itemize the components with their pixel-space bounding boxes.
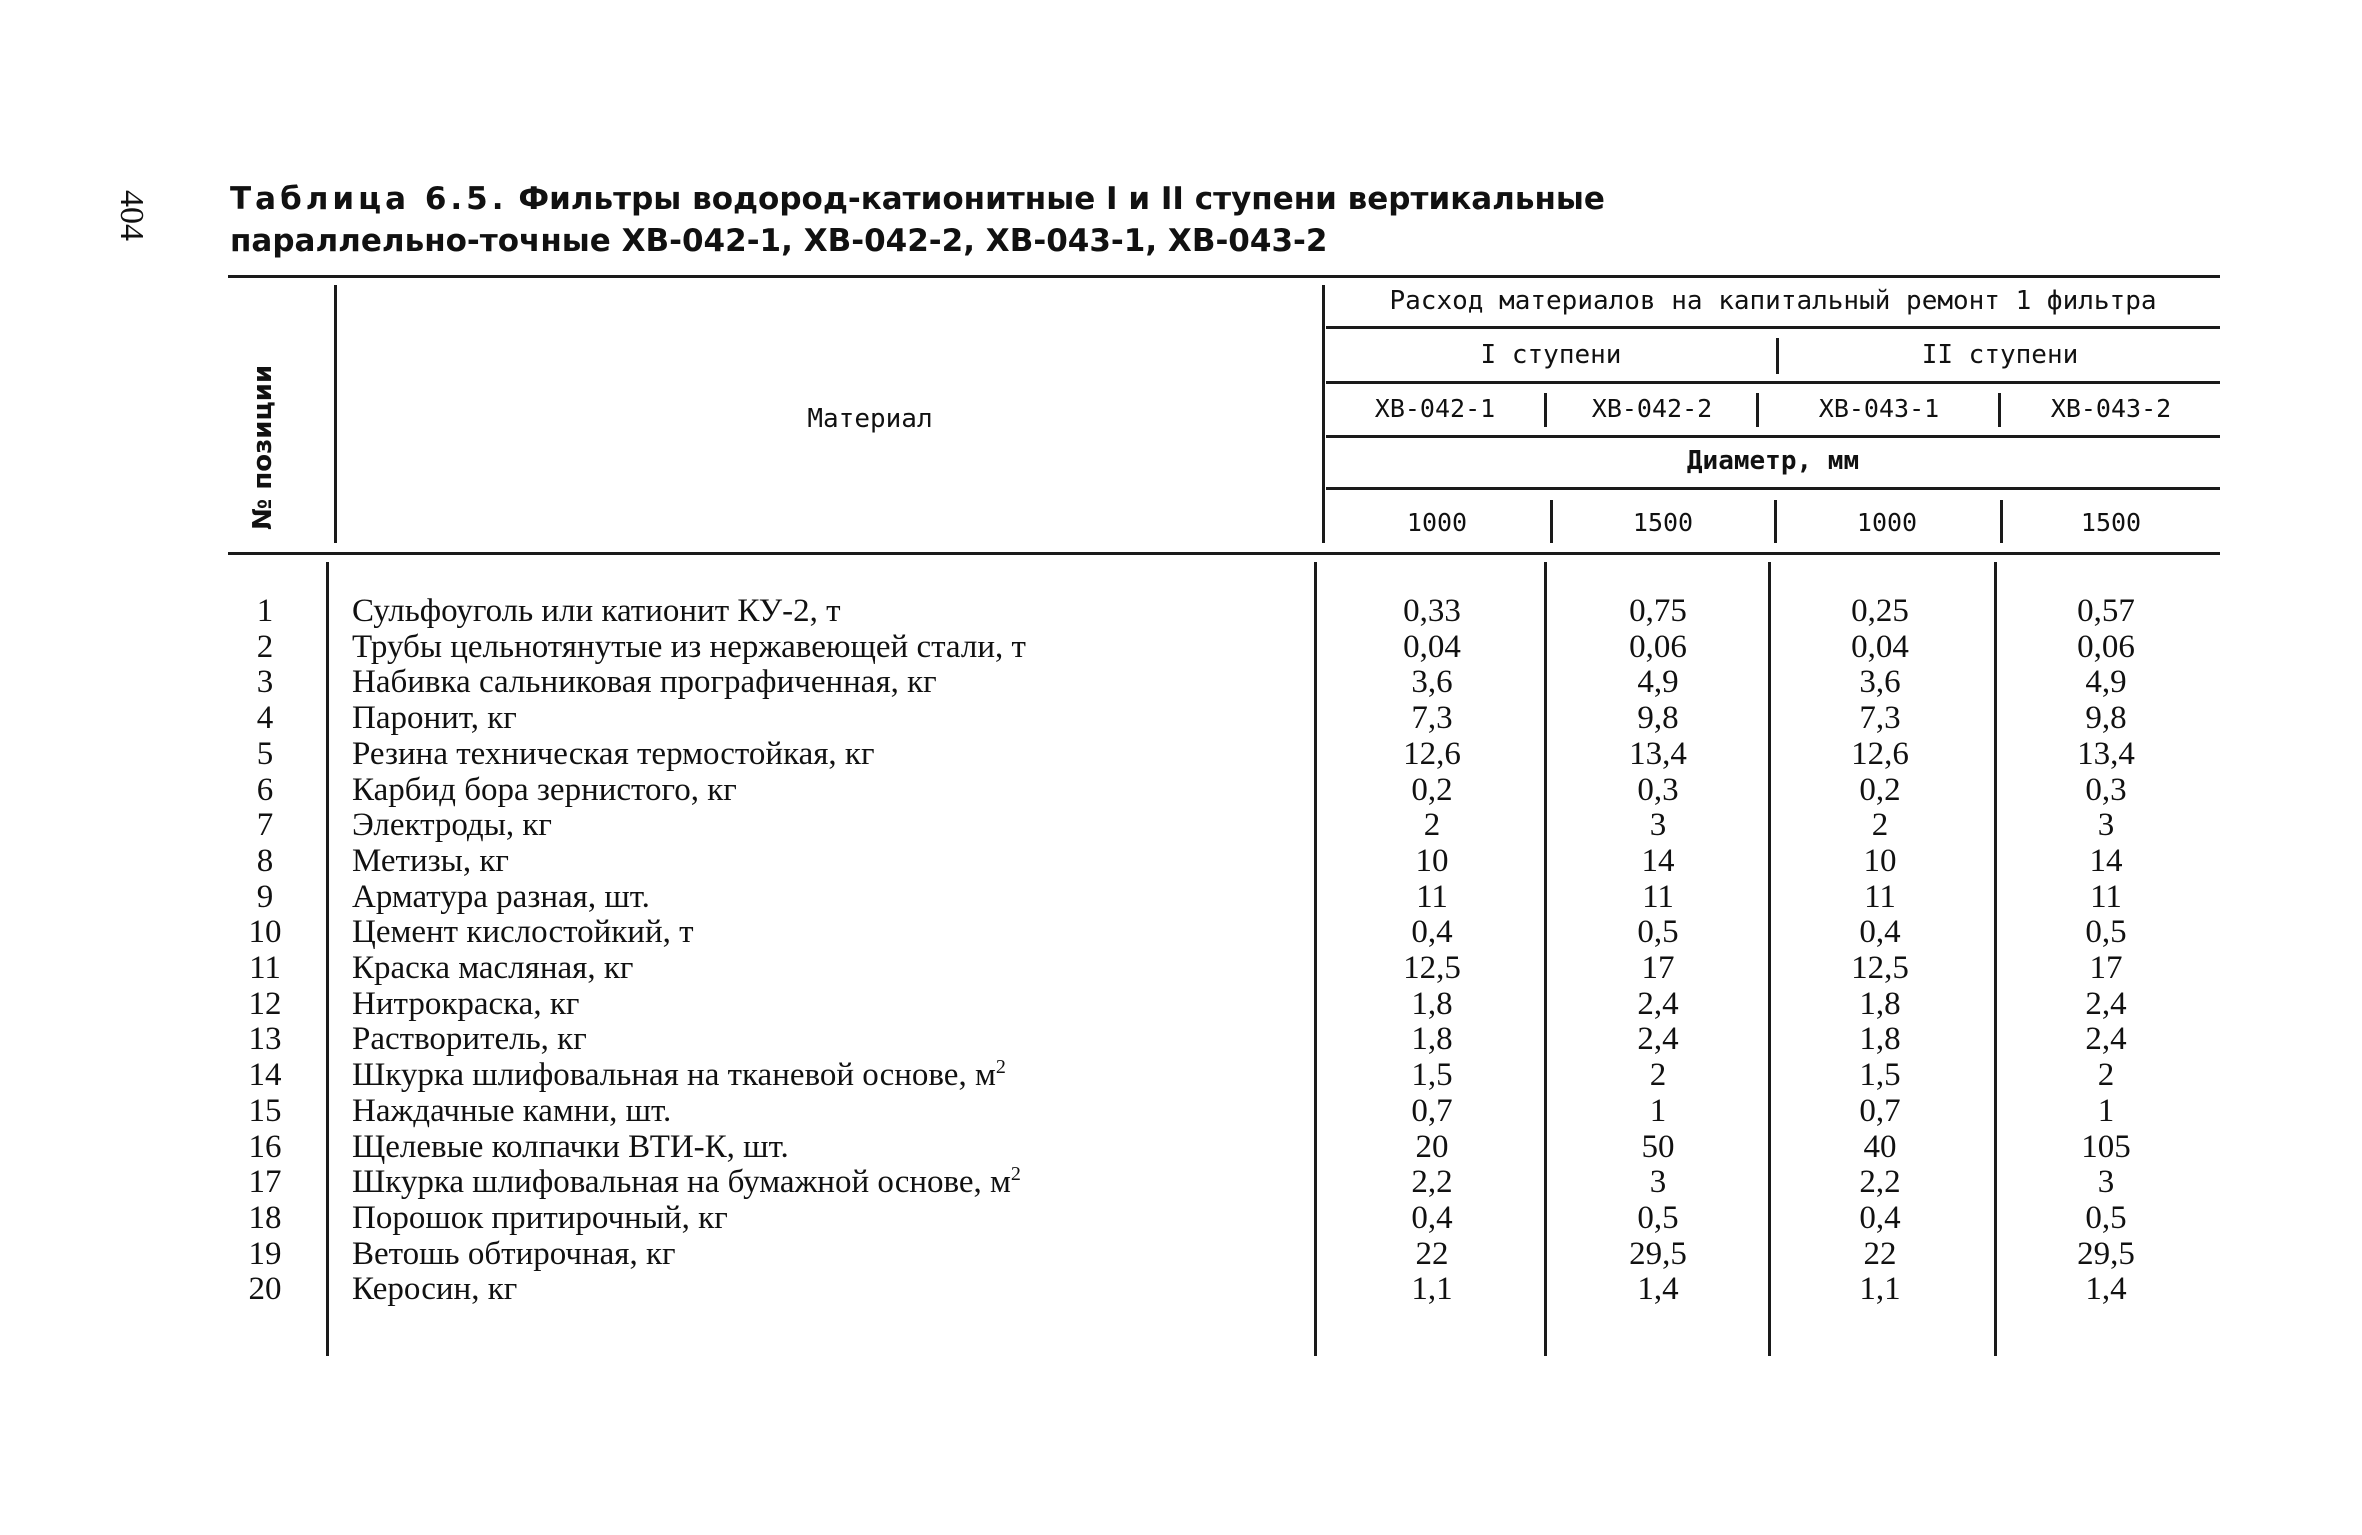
- header-stage-2: II ступени: [1921, 340, 2079, 370]
- header-diameter-1: 1000: [1406, 508, 1468, 537]
- row-value-1: 7,3: [1411, 700, 1453, 737]
- row-material-text: Арматура разная, шт.: [352, 878, 650, 915]
- row-position-number: 9: [256, 878, 274, 915]
- row-position-number: 5: [256, 735, 274, 772]
- row-value-4: 9,8: [2085, 700, 2127, 737]
- table-title-line2: параллельно-точные ХВ-042-1, ХВ-042-2, ХВ-043-1, ХВ-043-2: [230, 223, 1328, 259]
- row-value-3: 12,6: [1851, 735, 1909, 772]
- row-material-text: Керосин, кг: [352, 1271, 518, 1308]
- row-value-4: 29,5: [2077, 1235, 2135, 1272]
- table-row: [0, 1271, 2362, 1307]
- row-value-2: 0,3: [1637, 771, 1679, 808]
- row-value-1: 2,2: [1411, 1164, 1453, 1201]
- row-value-2: 4,9: [1637, 664, 1679, 701]
- row-position-number: 7: [256, 807, 274, 844]
- row-position-number: 4: [256, 700, 274, 737]
- row-material: [352, 1271, 517, 1307]
- table-row: [0, 1129, 2362, 1165]
- header-model-3: ХВ-043-1: [1818, 394, 1940, 423]
- row-value-1: 3,6: [1411, 664, 1453, 701]
- row-value-3: 2: [1871, 807, 1889, 844]
- header-stage-1: I ступени: [1480, 340, 1622, 370]
- table-row: [0, 986, 2362, 1022]
- row-value-4: 11: [2090, 878, 2122, 915]
- row-material: [352, 736, 875, 772]
- row-position-number: 18: [248, 1199, 282, 1236]
- row-material-text: Порошок притирочный, кг: [352, 1199, 728, 1236]
- table-title: [230, 178, 2180, 262]
- row-value-2: 0,06: [1629, 628, 1687, 665]
- row-value-1: 10: [1415, 842, 1449, 879]
- header-diameter-2: 1500: [1632, 508, 1694, 537]
- row-value-3: 0,7: [1859, 1092, 1901, 1129]
- row-value-3: 11: [1864, 878, 1896, 915]
- row-material: [352, 1057, 1006, 1093]
- row-value-4: 0,57: [2077, 593, 2135, 629]
- row-material-text: Краска масляная, кг: [352, 950, 634, 986]
- header-diameter: Диаметр, мм: [1686, 446, 1860, 476]
- table-title-text: Фильтры водород-катионитные I и II ступени вертикальные: [518, 181, 1605, 217]
- table-row: [0, 736, 2362, 772]
- table-row: [0, 664, 2362, 700]
- header-rule-consumption: [1326, 326, 2220, 329]
- row-position-number: 13: [248, 1021, 282, 1058]
- row-value-4: 4,9: [2085, 664, 2127, 701]
- row-value-4: 105: [2081, 1128, 2131, 1165]
- row-value-1: 22: [1415, 1235, 1449, 1272]
- row-material-text: Электроды, кг: [352, 807, 552, 844]
- table-row: [0, 950, 2362, 986]
- row-value-2: 3: [1649, 807, 1667, 844]
- row-value-1: 0,33: [1403, 593, 1461, 629]
- row-value-3: 1,8: [1859, 985, 1901, 1022]
- row-position-number: 3: [256, 664, 274, 701]
- table-row: [0, 879, 2362, 915]
- row-position-number: 12: [248, 985, 282, 1022]
- row-value-4: 0,06: [2077, 628, 2135, 665]
- row-value-2: 13,4: [1629, 735, 1687, 772]
- row-value-3: 0,4: [1859, 1199, 1901, 1236]
- row-value-1: 1,5: [1411, 1057, 1453, 1094]
- row-material: [352, 700, 517, 736]
- row-value-4: 0,5: [2085, 914, 2127, 951]
- row-position-number: 6: [256, 771, 274, 808]
- table-row: [0, 914, 2362, 950]
- row-value-1: 12,6: [1403, 735, 1461, 772]
- row-material: [352, 1164, 1021, 1200]
- row-value-1: 0,4: [1411, 914, 1453, 951]
- row-value-4: 2,4: [2085, 1021, 2127, 1058]
- row-value-2: 11: [1642, 878, 1674, 915]
- row-value-2: 17: [1641, 950, 1675, 986]
- row-material-text: Резина техническая термостойкая, кг: [352, 735, 875, 772]
- row-position-number: 16: [248, 1128, 282, 1165]
- row-value-2: 1,4: [1637, 1271, 1679, 1308]
- row-position-number: 10: [248, 914, 282, 951]
- col-divider-stage: [1776, 338, 1779, 374]
- row-value-2: 2,4: [1637, 985, 1679, 1022]
- row-value-1: 0,4: [1411, 1199, 1453, 1236]
- header-model-1: ХВ-042-1: [1374, 394, 1496, 423]
- header-consumption: Расход материалов на капитальный ремонт 1 фильтра: [1389, 286, 2157, 316]
- row-value-1: 11: [1416, 878, 1448, 915]
- row-material-text: Ветошь обтирочная, кг: [352, 1235, 676, 1272]
- col-divider-material: [1322, 285, 1325, 543]
- row-material-text: Сульфоуголь или катионит КУ-2, т: [352, 593, 841, 629]
- row-material-text: Нитрокраска, кг: [352, 985, 580, 1022]
- col-divider-num: [334, 285, 337, 543]
- row-value-1: 1,8: [1411, 1021, 1453, 1058]
- row-position-number: 1: [256, 593, 274, 629]
- table-row: [0, 629, 2362, 665]
- row-material: [352, 1093, 671, 1129]
- row-material-text: Паронит, кг: [352, 700, 517, 737]
- header-model-2: ХВ-042-2: [1591, 394, 1713, 423]
- col-divider-model-1: [1544, 393, 1547, 427]
- row-material-text: Щелевые колпачки ВТИ-К, шт.: [352, 1128, 789, 1165]
- header-rule-models: [1326, 435, 2220, 438]
- table-row: [0, 1021, 2362, 1057]
- row-material: [352, 807, 552, 843]
- table-label: Таблица 6.5.: [230, 181, 508, 217]
- row-value-4: 2: [2097, 1057, 2115, 1094]
- row-position-number: 8: [256, 842, 274, 879]
- row-value-3: 12,5: [1851, 950, 1909, 986]
- row-value-1: 12,5: [1403, 950, 1461, 986]
- table-row: [0, 1164, 2362, 1200]
- row-position-number: 14: [248, 1057, 282, 1094]
- header-rule-diameter: [1326, 487, 2220, 490]
- table-row: [0, 1057, 2362, 1093]
- row-material: [352, 1236, 676, 1272]
- row-material-superscript: 2: [995, 1056, 1006, 1079]
- table-row: [0, 1200, 2362, 1236]
- header-position-number: № позиции: [248, 364, 278, 530]
- row-value-1: 20: [1415, 1128, 1449, 1165]
- row-material-text: Карбид бора зернистого, кг: [352, 771, 737, 808]
- row-value-1: 0,7: [1411, 1092, 1453, 1129]
- row-material-text: Метизы, кг: [352, 842, 509, 879]
- row-value-3: 0,04: [1851, 628, 1909, 665]
- row-position-number: 19: [248, 1235, 282, 1272]
- row-value-3: 22: [1863, 1235, 1897, 1272]
- row-material-text: Шкурка шлифовальная на бумажной основе, м: [352, 1164, 1011, 1201]
- row-value-2: 50: [1641, 1128, 1675, 1165]
- row-material: [352, 593, 841, 629]
- row-material-text: Шкурка шлифовальная на тканевой основе, м: [352, 1057, 996, 1094]
- row-material: [352, 664, 937, 700]
- row-material: [352, 629, 1026, 665]
- row-value-2: 2,4: [1637, 1021, 1679, 1058]
- header-rule-stage: [1326, 381, 2220, 384]
- col-divider-model-3: [1998, 393, 2001, 427]
- page-number: 404: [113, 190, 150, 241]
- header-bottom-rule: [228, 552, 2220, 555]
- row-value-4: 13,4: [2077, 735, 2135, 772]
- row-value-4: 1: [2097, 1092, 2115, 1129]
- row-material: [352, 914, 694, 950]
- row-value-2: 2: [1649, 1057, 1667, 1094]
- header-material: Материал: [807, 404, 933, 434]
- row-value-1: 2: [1423, 807, 1441, 844]
- row-value-3: 1,1: [1859, 1271, 1901, 1308]
- table-row: [0, 772, 2362, 808]
- header-model-4: ХВ-043-2: [2050, 394, 2172, 423]
- table-row: [0, 843, 2362, 879]
- row-value-4: 0,5: [2085, 1199, 2127, 1236]
- row-material-superscript: 2: [1010, 1163, 1021, 1186]
- row-value-4: 17: [2089, 950, 2123, 986]
- row-value-2: 0,5: [1637, 1199, 1679, 1236]
- row-value-3: 40: [1863, 1128, 1897, 1165]
- table-top-rule: [228, 275, 2220, 278]
- row-material-text: Наждачные камни, шт.: [352, 1092, 672, 1129]
- row-value-1: 0,04: [1403, 628, 1461, 665]
- row-value-2: 29,5: [1629, 1235, 1687, 1272]
- row-value-4: 3: [2097, 1164, 2115, 1201]
- row-value-3: 1,8: [1859, 1021, 1901, 1058]
- row-material-text: Растворитель, кг: [352, 1021, 587, 1058]
- row-value-3: 3,6: [1859, 664, 1901, 701]
- row-value-4: 1,4: [2085, 1271, 2127, 1308]
- row-position-number: 2: [256, 628, 274, 665]
- row-value-3: 2,2: [1859, 1164, 1901, 1201]
- row-material: [352, 772, 737, 808]
- row-value-4: 3: [2097, 807, 2115, 844]
- row-value-3: 0,4: [1859, 914, 1901, 951]
- table-row: [0, 1093, 2362, 1129]
- row-material: [352, 1200, 728, 1236]
- row-material: [352, 1021, 587, 1057]
- row-material: [352, 950, 633, 986]
- row-material-text: Трубы цельнотянутые из нержавеющей стали, т: [352, 628, 1026, 665]
- row-value-2: 14: [1641, 842, 1675, 879]
- row-material: [352, 879, 650, 915]
- row-value-2: 3: [1649, 1164, 1667, 1201]
- row-value-4: 0,3: [2085, 771, 2127, 808]
- row-material: [352, 1129, 789, 1165]
- row-value-1: 1,8: [1411, 985, 1453, 1022]
- row-value-2: 1: [1649, 1092, 1667, 1129]
- row-value-3: 0,25: [1851, 593, 1909, 629]
- row-material: [352, 843, 509, 879]
- header-diameter-3: 1000: [1856, 508, 1918, 537]
- row-position-number: 20: [248, 1271, 282, 1308]
- table-row: [0, 1236, 2362, 1272]
- row-value-3: 7,3: [1859, 700, 1901, 737]
- row-value-4: 14: [2089, 842, 2123, 879]
- row-value-1: 0,2: [1411, 771, 1453, 808]
- table-row: [0, 700, 2362, 736]
- table-row: [0, 807, 2362, 843]
- row-material-text: Цемент кислостойкий, т: [352, 914, 694, 951]
- row-value-4: 2,4: [2085, 985, 2127, 1022]
- row-value-3: 10: [1863, 842, 1897, 879]
- row-value-3: 0,2: [1859, 771, 1901, 808]
- row-material-text: Набивка сальниковая прографиченная, кг: [352, 664, 937, 701]
- header-diameter-4: 1500: [2080, 508, 2142, 537]
- row-material: [352, 986, 579, 1022]
- col-divider-model-2: [1756, 393, 1759, 427]
- row-value-3: 1,5: [1859, 1057, 1901, 1094]
- row-position-number: 15: [248, 1092, 282, 1129]
- row-value-2: 0,75: [1629, 593, 1687, 629]
- row-position-number: 17: [248, 1164, 282, 1201]
- row-value-2: 9,8: [1637, 700, 1679, 737]
- row-value-2: 0,5: [1637, 914, 1679, 951]
- row-value-1: 1,1: [1411, 1271, 1453, 1308]
- table-row: [0, 593, 2362, 629]
- row-position-number: 11: [249, 950, 281, 986]
